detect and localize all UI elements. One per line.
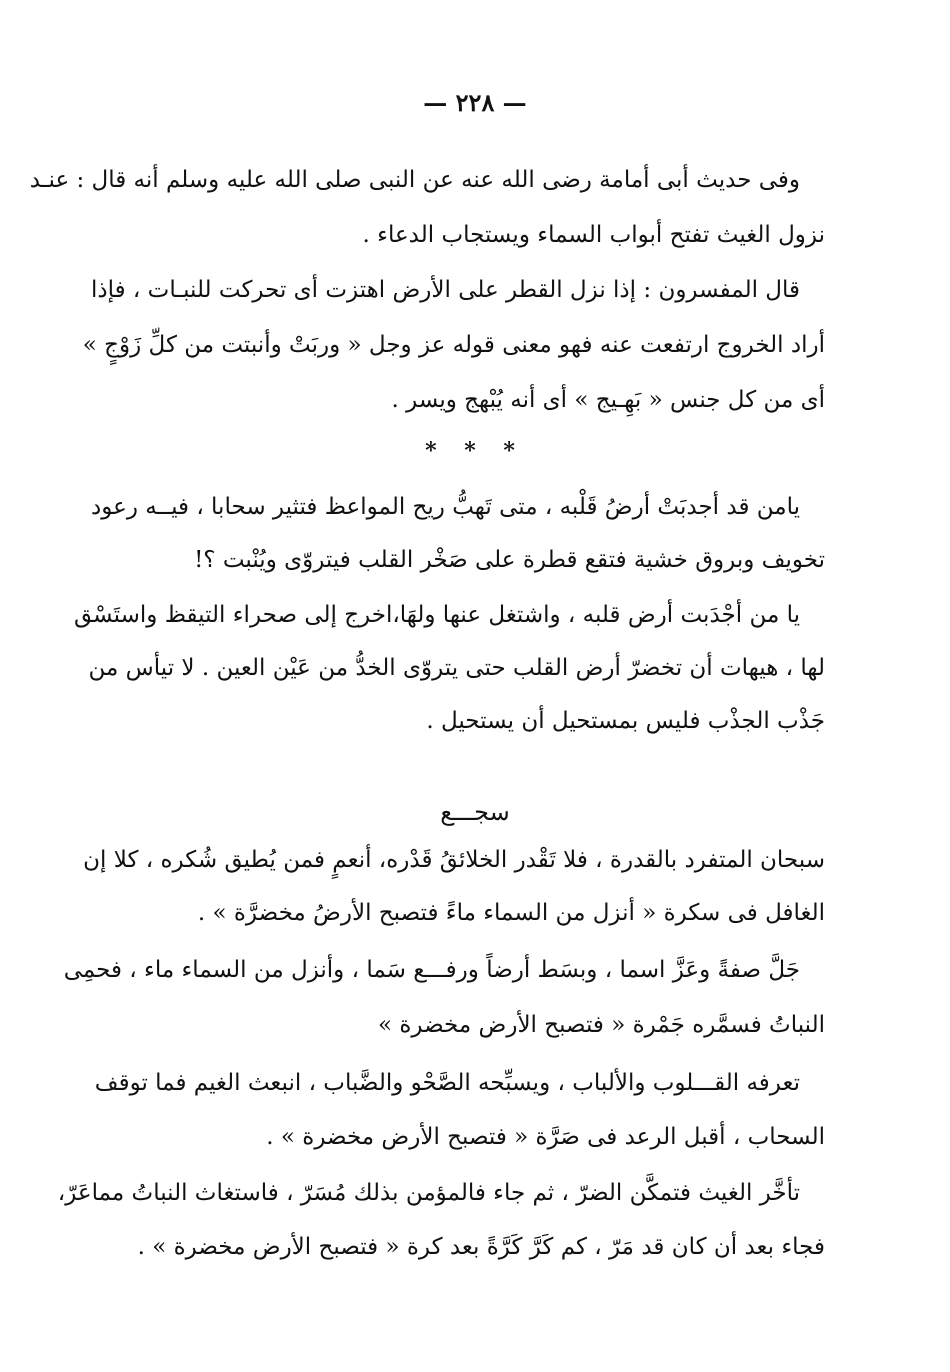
paragraph-line: جَذْب الجذْب فليس بمستحيل أن يستحيل . bbox=[426, 708, 825, 734]
paragraph-line: أى من كل جنس « بَهِـيج » أى أنه يُبْهج ويسر . bbox=[391, 387, 825, 413]
paragraph-line: تخويف وبروق خشية فتقع قطرة على صَخْر القلب فيتروّى ويُنْبت ؟! bbox=[194, 547, 825, 573]
paragraph-line: نزول الغيث تفتح أبواب السماء ويستجاب الدعاء . bbox=[362, 222, 825, 248]
paragraph-line: قال المفسرون : إذا نزل القطر على الأرض اهتزت أى تحركت للنبـات ، فإذا bbox=[90, 277, 800, 303]
paragraph-line: الغافل فى سكرة « أنزل من السماء ماءً فتصبح الأرضُ مخضرَّة » . bbox=[197, 900, 825, 926]
paragraph-line: سبحان المتفرد بالقدرة ، فلا تَقْدر الخلائقُ قَدْره، أنعمٍ فمن يُطيق شُكره ، كلا إن bbox=[83, 847, 825, 873]
paragraph-line: جَلَّ صفةً وعَزَّ اسما ، وبسَط أرضاً ورفـــع سَما ، وأنزل من السماء ماء ، فحمِى bbox=[63, 957, 800, 983]
section-separator: * * * bbox=[425, 438, 525, 464]
paragraph-line: أراد الخروج ارتفعت عنه فهو معنى قوله عز وجل « وربَتْ وأنبتت من كلِّ زَوْجٍ » bbox=[82, 332, 825, 358]
paragraph-line: النباتُ فسمَّره جَمْرة « فتصبح الأرض مخضرة » bbox=[377, 1012, 825, 1038]
paragraph-line: تأخَّر الغيث فتمكَّن الضرّ ، ثم جاء فالمؤمن بذلك مُسَرّ ، فاستغاث النباتُ مماعَرّ، bbox=[57, 1180, 800, 1206]
paragraph-line: السحاب ، أقبل الرعد فى صَرَّة « فتصبح الأرض مخضرة » . bbox=[266, 1124, 825, 1150]
paragraph-line: تعرفه القـــلوب والألباب ، ويسبِّحه الصَّحْو والضَّباب ، انبعث الغيم فما توقف bbox=[94, 1070, 800, 1096]
paragraph-line: فجاء بعد أن كان قد مَرّ ، كم كَرَّ كَرَّةً بعد كرة « فتصبح الأرض مخضرة » . bbox=[137, 1234, 825, 1260]
section-heading: سجـــع bbox=[440, 798, 510, 826]
paragraph-line: وفى حديث أبى أمامة رضى الله عنه عن النبى صلى الله عليه وسلم أنه قال : عنـد bbox=[29, 167, 800, 193]
paragraph-line: يا من أجْدَبت أرض قلبه ، واشتغل عنها ولهَا،اخرج إلى صحراء التيقظ واستَسْق bbox=[73, 602, 800, 628]
page-number: — ٢٢٨ — bbox=[423, 88, 527, 117]
paragraph-line: يامن قد أجدبَتْ أرضُ قَلْبه ، متى تَهبُّ ريح المواعظ فتثير سحابا ، فيــه رعود bbox=[91, 494, 800, 520]
paragraph-line: لها ، هيهات أن تخضرّ أرض القلب حتى يتروّى الخدُّ من عَيْن العين . لا تيأس من bbox=[88, 655, 825, 681]
